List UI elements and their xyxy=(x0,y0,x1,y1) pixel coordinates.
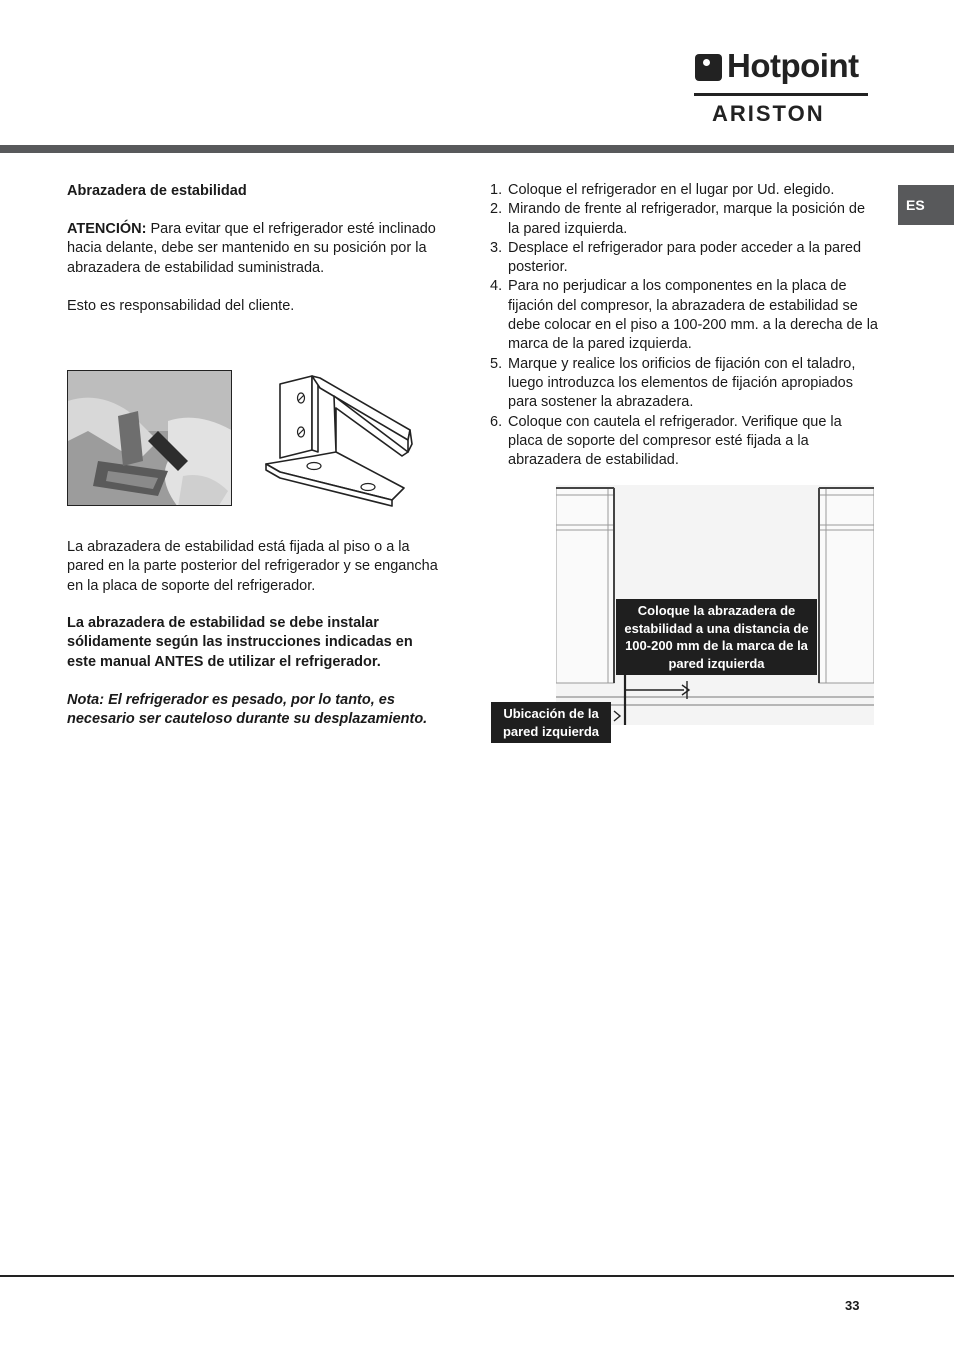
section-heading: Abrazadera de estabilidad xyxy=(67,183,247,199)
brand-logo xyxy=(694,47,870,128)
step-text: Marque y realice los orificios de fijación con el taladro, luego introduzca los elementos de fijación apropiados para sostener la abrazadera. xyxy=(508,355,856,411)
language-tab: ES xyxy=(898,185,954,225)
page-number: 33 xyxy=(845,1298,860,1313)
step-item xyxy=(488,181,880,200)
bracket-drawing xyxy=(262,372,414,508)
step-number: 5. xyxy=(490,355,503,372)
logo-brand-name: Hotpoint xyxy=(727,47,859,84)
step-number: 4. xyxy=(490,278,503,295)
step-text: Coloque el refrigerador en el lugar por Ud. elegido. xyxy=(508,182,835,198)
logo-mark-icon xyxy=(695,54,722,81)
step-item xyxy=(488,413,880,471)
installation-notice: La abrazadera de estabilidad se debe instalar sólidamente según las instrucciones indicadas en este manual ANTES de utilizar el refrigerador. xyxy=(67,615,413,670)
step-number: 2. xyxy=(490,201,503,218)
step-text: Desplace el refrigerador para poder acceder a la pared posterior. xyxy=(508,239,862,276)
distance-callout: Coloque la abrazadera de estabilidad a una distancia de 100-200 mm de la marca de la pared izquierda xyxy=(616,599,817,675)
logo-sub-brand: ARISTON xyxy=(712,101,825,126)
wall-location-callout: Ubicación de la pared izquierda xyxy=(491,702,611,743)
step-number: 1. xyxy=(490,182,503,198)
bracket-description: La abrazadera de estabilidad está fijada al piso o a la pared en la parte posterior del refrigerador y se engancha en la placa de soporte del refrigerador. xyxy=(67,539,438,594)
bracket-install-photo xyxy=(67,370,232,506)
step-item xyxy=(488,239,880,278)
step-item xyxy=(488,355,880,413)
step-text: Mirando de frente al refrigerador, marque la posición de la pared izquierda. xyxy=(508,201,866,237)
step-number: 6. xyxy=(490,413,503,430)
step-text: Coloque con cautela el refrigerador. Verifique que la placa de soporte del compresor esté fijada a la abrazadera de estabilidad. xyxy=(508,413,842,469)
responsibility-text: Esto es responsabilidad del cliente. xyxy=(67,298,295,314)
header-bar xyxy=(0,145,954,153)
installation-steps xyxy=(488,181,880,470)
step-item xyxy=(488,277,880,354)
step-number: 3. xyxy=(490,239,503,256)
step-item xyxy=(488,200,880,239)
warning-paragraph xyxy=(67,220,439,278)
warning-text: Para evitar que el refrigerador esté inclinado hacia delante, debe ser mantenido en su posición por la abrazadera de estabilidad suministrada. xyxy=(67,221,436,276)
step-text: Para no perjudicar a los componentes en la placa de fijación del compresor, la abrazadera de estabilidad se debe colocar en el piso a 100-200 mm. a la derecha de la marca de la pared izquierda. xyxy=(508,278,878,353)
logo-divider xyxy=(694,93,868,96)
warning-label: ATENCIÓN: xyxy=(67,221,147,237)
footer-rule xyxy=(0,1275,954,1277)
weight-note: Nota: El refrigerador es pesado, por lo tanto, es necesario ser cauteloso durante su desplazamiento. xyxy=(67,692,428,728)
